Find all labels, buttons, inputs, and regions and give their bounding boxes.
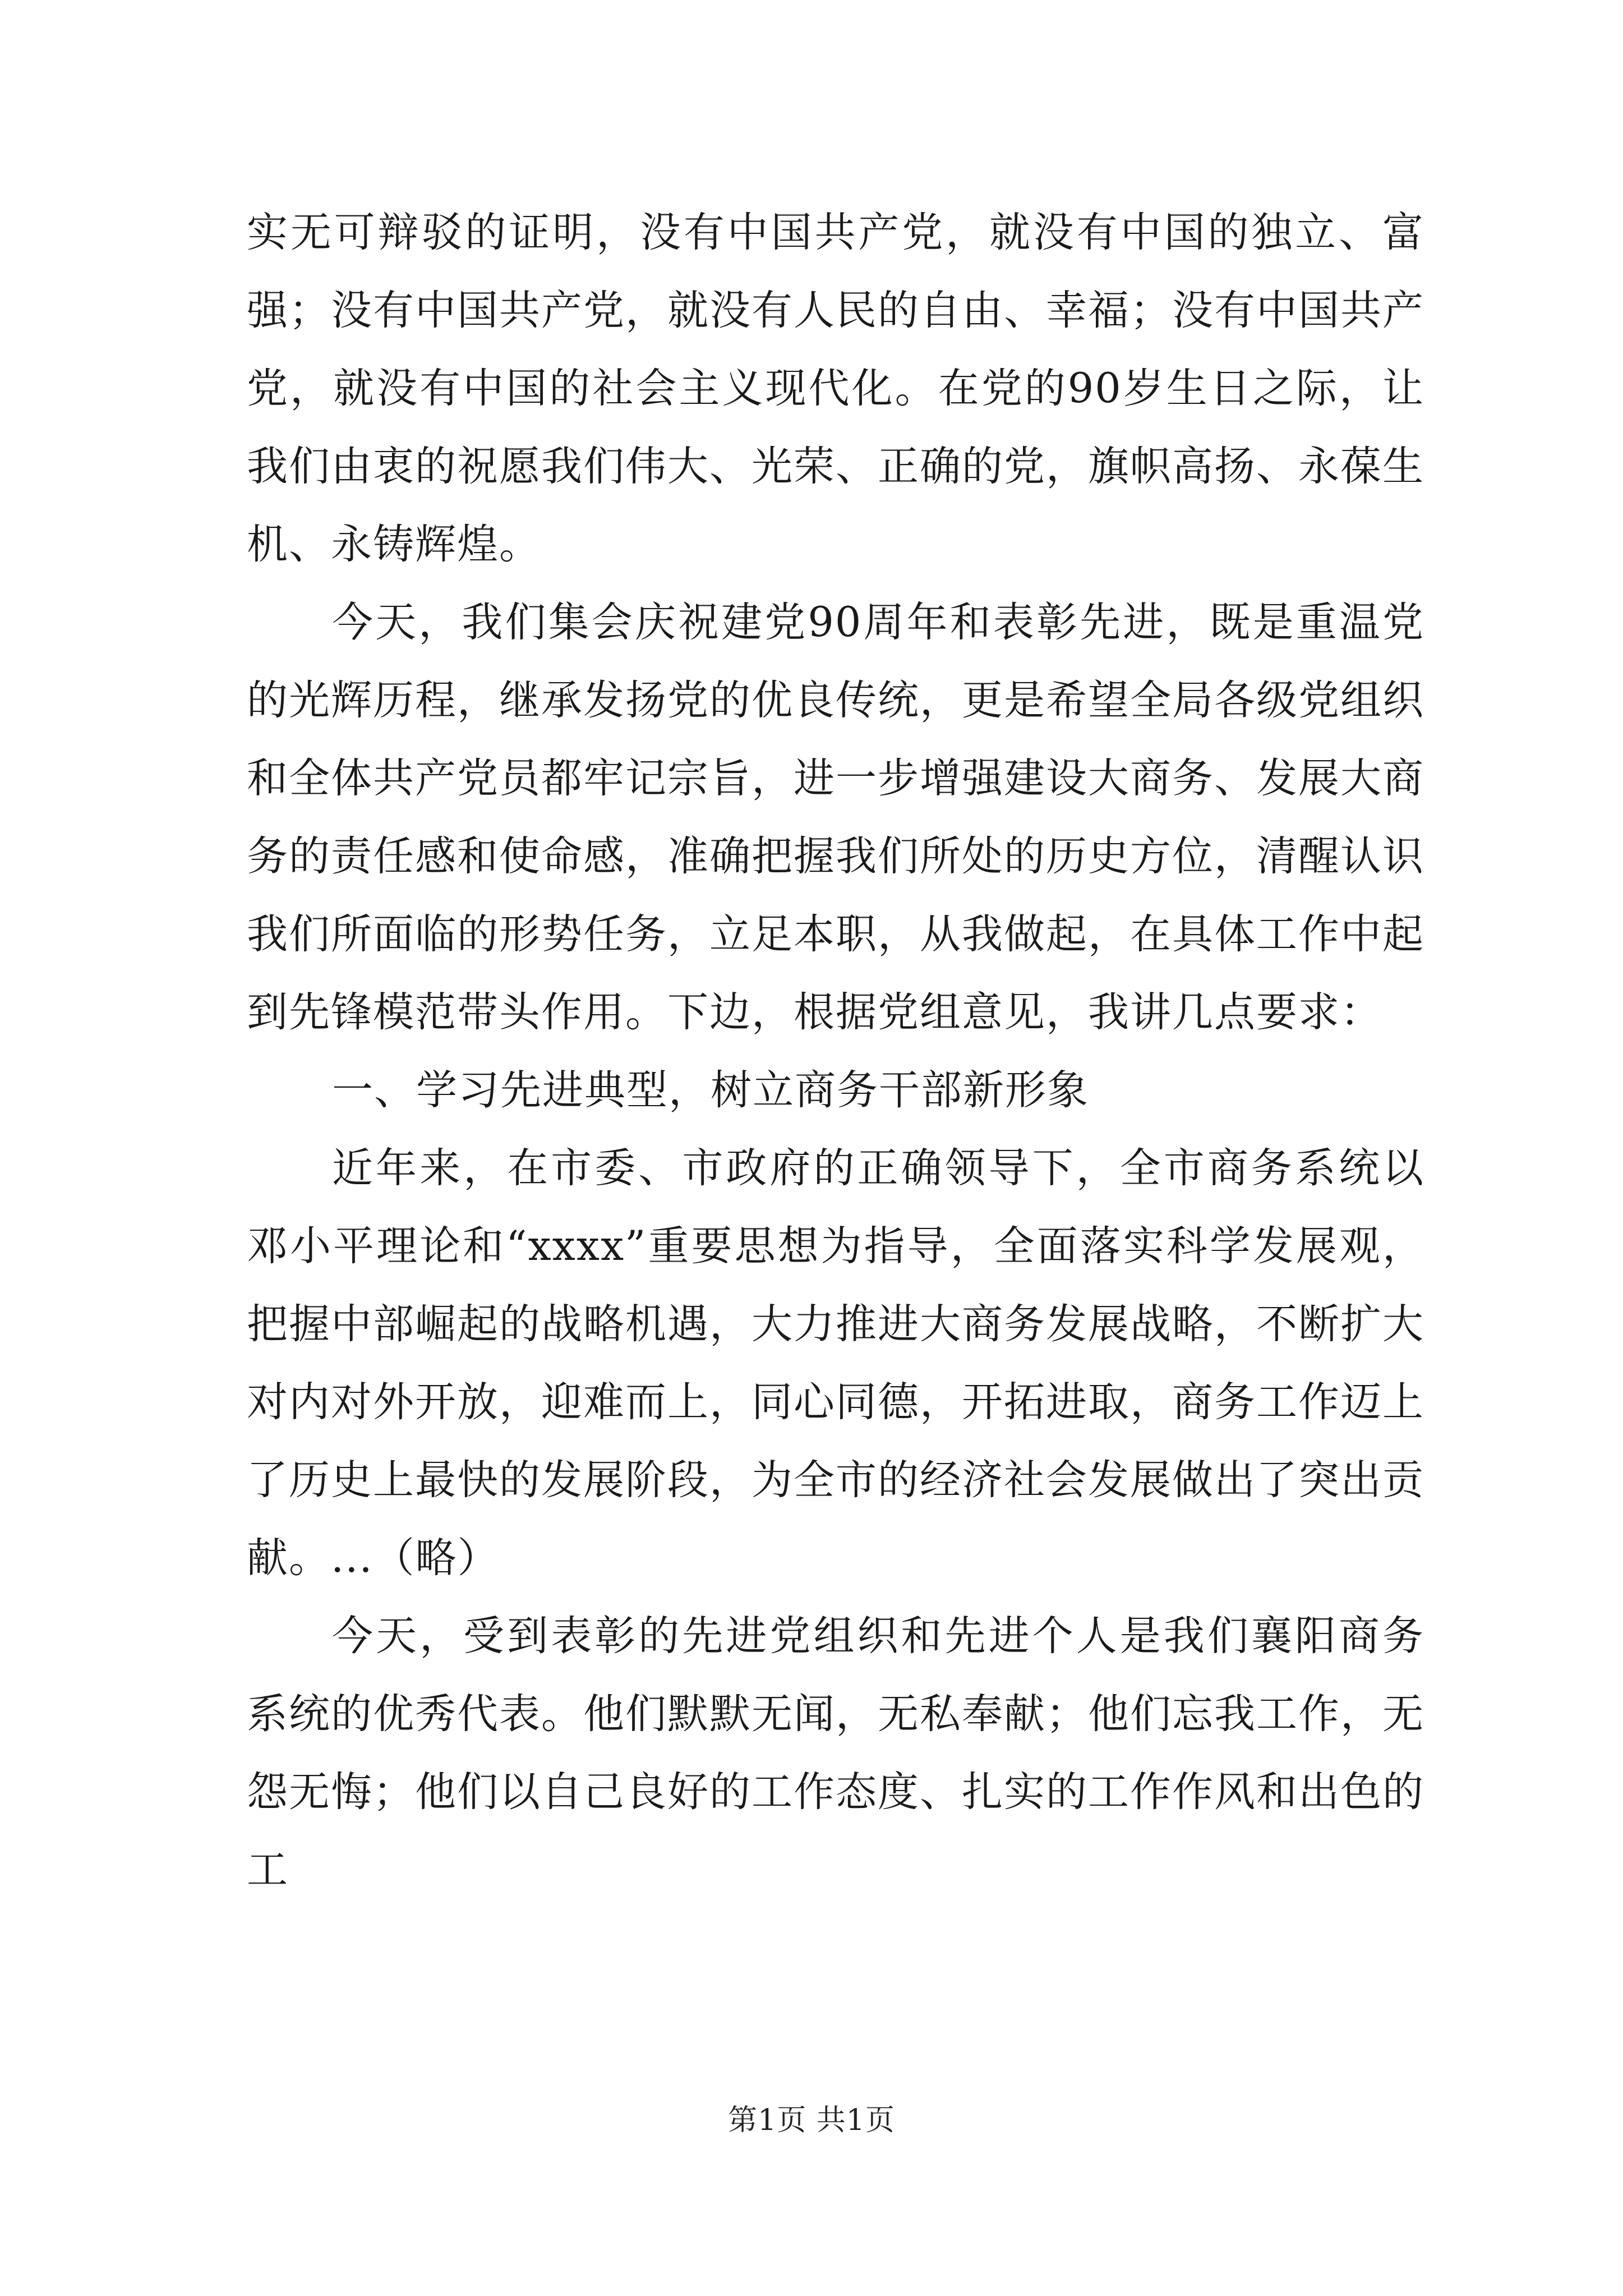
page-footer xyxy=(0,2101,1623,2140)
section-heading: 一、学习先进典型，树立商务干部新形象 xyxy=(332,1066,1089,1114)
paragraph: 实无可辩驳的证明，没有中国共产党，就没有中国的独立、富强；没有中国共产党，就没有人民的自由、幸福；没有中国共产党，就没有中国的社会主义现代化。在党的90岁生日之际，让我们由衷的祝愿我们伟大、光荣、正确的党，旗帜高扬、永葆生机、永铸辉煌。 xyxy=(247,209,1424,568)
document-body xyxy=(247,194,1424,1909)
paragraph: 近年来，在市委、市政府的正确领导下，全市商务系统以邓小平理论和“xxxx”重要思想为指导，全面落实科学发展观，把握中部崛起的战略机遇，大力推进大商务发展战略，不断扩大对内对外开放，迎难而上，同心同德，开拓进取，商务工作迈上了历史上最快的发展阶段，为全市的经济社会发展做出了突出贡献。...（略） xyxy=(247,1144,1424,1582)
page-number-label: 第1页 共1页 xyxy=(728,2104,895,2137)
paragraph: 今天，受到表彰的先进党组织和先进个人是我们襄阳商务系统的优秀代表。他们默默无闻，无私奉献；他们忘我工作，无怨无悔；他们以自己良好的工作态度、扎实的工作作风和出色的工 xyxy=(247,1612,1424,1894)
paragraph: 今天，我们集会庆祝建党90周年和表彰先进，既是重温党的光辉历程，继承发扬党的优良传统，更是希望全局各级党组织和全体共产党员都牢记宗旨，进一步增强建设大商务、发展大商务的责任感和使命感，准确把握我们所处的历史方位，清醒认识我们所面临的形势任务，立足本职，从我做起，在具体工作中起到先锋模范带头作用。下边，根据党组意见，我讲几点要求： xyxy=(247,599,1424,1036)
